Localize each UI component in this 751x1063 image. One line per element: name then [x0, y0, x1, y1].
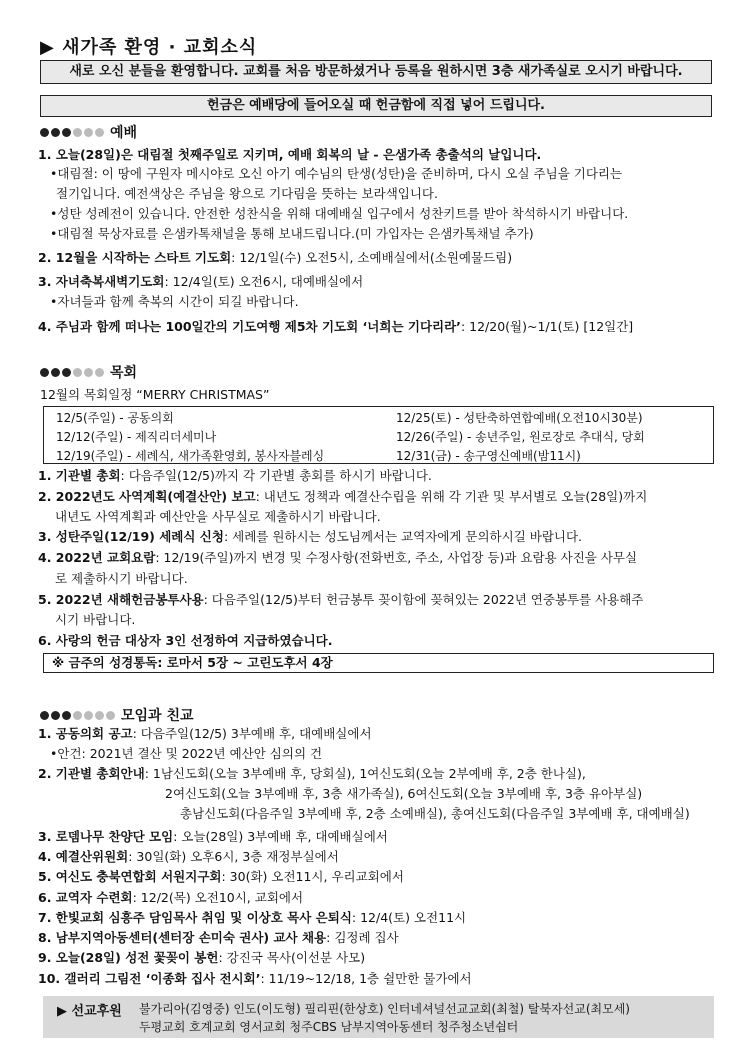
item-label: 1. 오늘(28일)은 대림절 첫째주일로 지키며, 예배 회복의 날 - 은샘가족 총출석의 날입니다.	[38, 147, 542, 162]
list-item	[38, 848, 718, 866]
list-item	[55, 611, 735, 629]
list-item	[38, 970, 718, 988]
item-label: 10. 갤러리 그림전 ‘이종화 집사 전시회’	[38, 971, 261, 986]
welcome-banner: 새로 오신 분들을 환영합니다. 교회를 처음 방문하셨거나 등록을 원하시면 3층 새가족실로 오시기 바랍니다.	[40, 60, 712, 84]
item-label: 2. 기관별 총회안내	[38, 766, 145, 781]
item-text: •대림절 묵상자료를 은샘카톡채널을 통해 보내드립니다.(미 가입자는 은샘카톡채널 추가)	[50, 226, 534, 241]
item-label: 2. 2022년도 사역계획(예결산안) 보고	[38, 489, 256, 504]
list-item	[38, 467, 718, 485]
item-text: : 김정례 집사	[326, 930, 399, 945]
item-label: 2. 12월을 시작하는 스타트 기도회	[38, 250, 232, 265]
list-item	[38, 909, 718, 927]
item-label: 9. 오늘(28일) 성전 꽃꽂이 봉헌	[38, 950, 219, 965]
list-item	[55, 570, 735, 588]
item-text: 절기입니다. 예전색상은 주님을 왕으로 기다림을 뜻하는 보라색입니다.	[56, 186, 438, 201]
item-text: : 30일(화) 오후6시, 3층 재정부실에서	[128, 849, 339, 864]
item-text: •성탄 성례전이 있습니다. 안전한 성찬식을 위해 대예배실 입구에서 성찬키트를 받아 착석하시기 바랍니다.	[50, 206, 629, 221]
item-label: 3. 로뎀나무 찬양단 모임	[38, 829, 174, 844]
offering-notice: 헌금은 예배당에 들어오실 때 헌금함에 직접 넣어 드립니다.	[40, 95, 712, 117]
list-item	[38, 549, 718, 567]
item-label: 3. 성탄주일(12/19) 세례식 신청	[38, 529, 224, 544]
item-text: : 12/4(토) 오전11시	[351, 910, 467, 925]
schedule-left-1: 12/5(주일) - 공동의회	[56, 411, 174, 425]
list-item	[56, 185, 736, 203]
dots-icon	[40, 128, 104, 137]
item-text: 내년도 사역계획과 예산안을 사무실로 제출하시기 바랍니다.	[55, 509, 381, 524]
item-text: : 강진국 목사(이선분 사모)	[218, 950, 366, 965]
list-item	[38, 868, 718, 886]
item-text: : 12/20(월)~1/1(토) [12일간]	[460, 319, 634, 334]
list-item	[180, 805, 751, 823]
list-item	[38, 949, 718, 967]
meetings-heading	[40, 705, 194, 725]
worship-heading-label: 예배	[110, 125, 138, 141]
item-text: •자녀들과 함께 축복의 시간이 되길 바랍니다.	[50, 294, 299, 309]
list-item	[38, 528, 718, 546]
item-label: 1. 기관별 총회	[38, 468, 121, 483]
dots-icon	[40, 711, 115, 720]
list-item	[38, 488, 718, 506]
page-title: ▶ 새가족 환영 · 교회소식	[40, 37, 258, 58]
list-item	[38, 725, 718, 743]
item-text: : 1남신도회(오늘 3부예배 후, 당회실), 1여신도회(오늘 2부예배 후, 2층 한나실),	[144, 766, 586, 781]
item-label: 6. 교역자 수련회	[38, 890, 133, 905]
item-label: 4. 2022년 교회요람	[38, 550, 156, 565]
schedule-title: 12월의 목회일정 “MERRY CHRISTMAS”	[40, 387, 270, 402]
item-label: 7. 한빛교회 심흥주 담임목사 취임 및 이상호 목사 은퇴식	[38, 910, 352, 925]
item-label: 6. 사랑의 헌금 대상자 3인 선정하여 지급하였습니다.	[38, 633, 333, 648]
mission-line-2: 두평교회 호계교회 영서교회 청주CBS 남부지역아동센터 청주청소년쉼터	[139, 1020, 519, 1034]
ministry-heading-label: 목회	[110, 365, 138, 381]
list-item	[50, 293, 730, 311]
mission-line-1: 불가리아(김영중) 인도(이도형) 필리핀(한상호) 인터네셔널선교교회(최철) 탈북자선교(최모세)	[139, 1002, 630, 1016]
item-text: : 11/19~12/18, 1층 쉴만한 물가에서	[260, 971, 472, 986]
item-text: 2여신도회(오늘 3부예배 후, 3층 새가족실), 6여신도회(오늘 3부예배 후, 3층 유아부실)	[165, 786, 643, 801]
list-item	[38, 249, 718, 267]
schedule-box	[43, 406, 714, 464]
list-item	[38, 318, 718, 336]
schedule-right-2: 12/26(주일) - 송년주일, 원로장로 추대식, 당회	[396, 430, 645, 444]
item-label: 8. 남부지역아동센터(센터장 손미숙 권사) 교사 채용	[38, 930, 327, 945]
list-item	[38, 889, 718, 907]
item-label: 1. 공동의회 공고	[38, 726, 133, 741]
item-text: : 세례를 원하시는 성도님께서는 교역자에게 문의하시길 바랍니다.	[223, 529, 583, 544]
item-text: •대림절: 이 땅에 구원자 메시야로 오신 아기 예수님의 탄생(성탄)을 준비하며, 다시 오실 주님을 기다리는	[50, 166, 623, 181]
item-text: : 12/19(주일)까지 변경 및 수정사항(전화번호, 주소, 사업장 등)과 요람용 사진을 사무실	[155, 550, 638, 565]
list-item	[55, 508, 735, 526]
item-text: : 다음주일(12/5) 3부예배 후, 대예배실에서	[132, 726, 372, 741]
schedule-right-3: 12/31(금) - 송구영신예배(밤11시)	[396, 449, 581, 463]
list-item	[38, 929, 718, 947]
item-text: : 내년도 정책과 예결산수립을 위해 각 기관 및 부서별로 오늘(28일)까지	[255, 489, 648, 504]
item-text: 시기 바랍니다.	[55, 612, 136, 627]
item-label: 5. 여신도 충북연합회 서원지구회	[38, 869, 222, 884]
ministry-heading	[40, 362, 137, 382]
list-item	[50, 165, 730, 183]
schedule-left-3: 12/19(주일) - 세례식, 새가족환영회, 봉사자블레싱	[56, 449, 325, 463]
item-text: : 12/1일(수) 오전5시, 소예배실에서(소원예물드림)	[231, 250, 513, 265]
item-text: : 다음주일(12/5)부터 헌금봉투 꽂이함에 꽂혀있는 2022년 연중봉투를 사용해주	[203, 592, 644, 607]
mission-support-box	[43, 996, 714, 1038]
item-text: 총남신도회(다음주일 3부예배 후, 2층 소예배실), 총여신도회(다음주일 3부예배 후, 대예배실)	[180, 806, 690, 821]
item-text: : 오늘(28일) 3부예배 후, 대예배실에서	[173, 829, 388, 844]
item-label: 5. 2022년 새해헌금봉투사용	[38, 592, 204, 607]
list-item	[38, 273, 718, 291]
list-item	[50, 745, 730, 763]
list-item	[50, 205, 730, 223]
list-item	[38, 591, 718, 609]
meetings-heading-label: 모임과 친교	[121, 708, 194, 724]
item-text: •안건: 2021년 결산 및 2022년 예산안 심의의 건	[50, 746, 323, 761]
list-item	[38, 765, 718, 783]
schedule-right-1: 12/25(토) - 성탄축하연합예배(오전10시30분)	[396, 411, 643, 425]
list-item	[38, 146, 718, 164]
dots-icon	[40, 368, 104, 377]
bible-reading-box: ※ 금주의 성경통독: 로마서 5장 ~ 고린도후서 4장	[43, 653, 714, 673]
item-text: : 30(화) 오전11시, 우리교회에서	[221, 869, 404, 884]
item-text: : 12/4일(토) 오전6시, 대예배실에서	[164, 274, 364, 289]
item-label: 4. 주님과 함께 떠나는 100일간의 기도여행 제5차 기도회 ‘너희는 기다리라’	[38, 319, 461, 334]
item-label: 4. 예결산위원회	[38, 849, 129, 864]
item-text: 로 제출하시기 바랍니다.	[55, 571, 188, 586]
item-label: 3. 자녀축복새벽기도회	[38, 274, 165, 289]
list-item	[50, 225, 730, 243]
item-text: : 12/2(목) 오전10시, 교회에서	[132, 890, 304, 905]
worship-heading	[40, 122, 137, 142]
list-item	[38, 632, 718, 650]
list-item	[165, 785, 751, 803]
item-text: : 다음주일(12/5)까지 각 기관별 총회를 하시기 바랍니다.	[120, 468, 432, 483]
list-item	[38, 828, 718, 846]
mission-label: ▶ 선교후원	[57, 1004, 122, 1019]
schedule-left-2: 12/12(주일) - 제직리더세미나	[56, 430, 217, 444]
